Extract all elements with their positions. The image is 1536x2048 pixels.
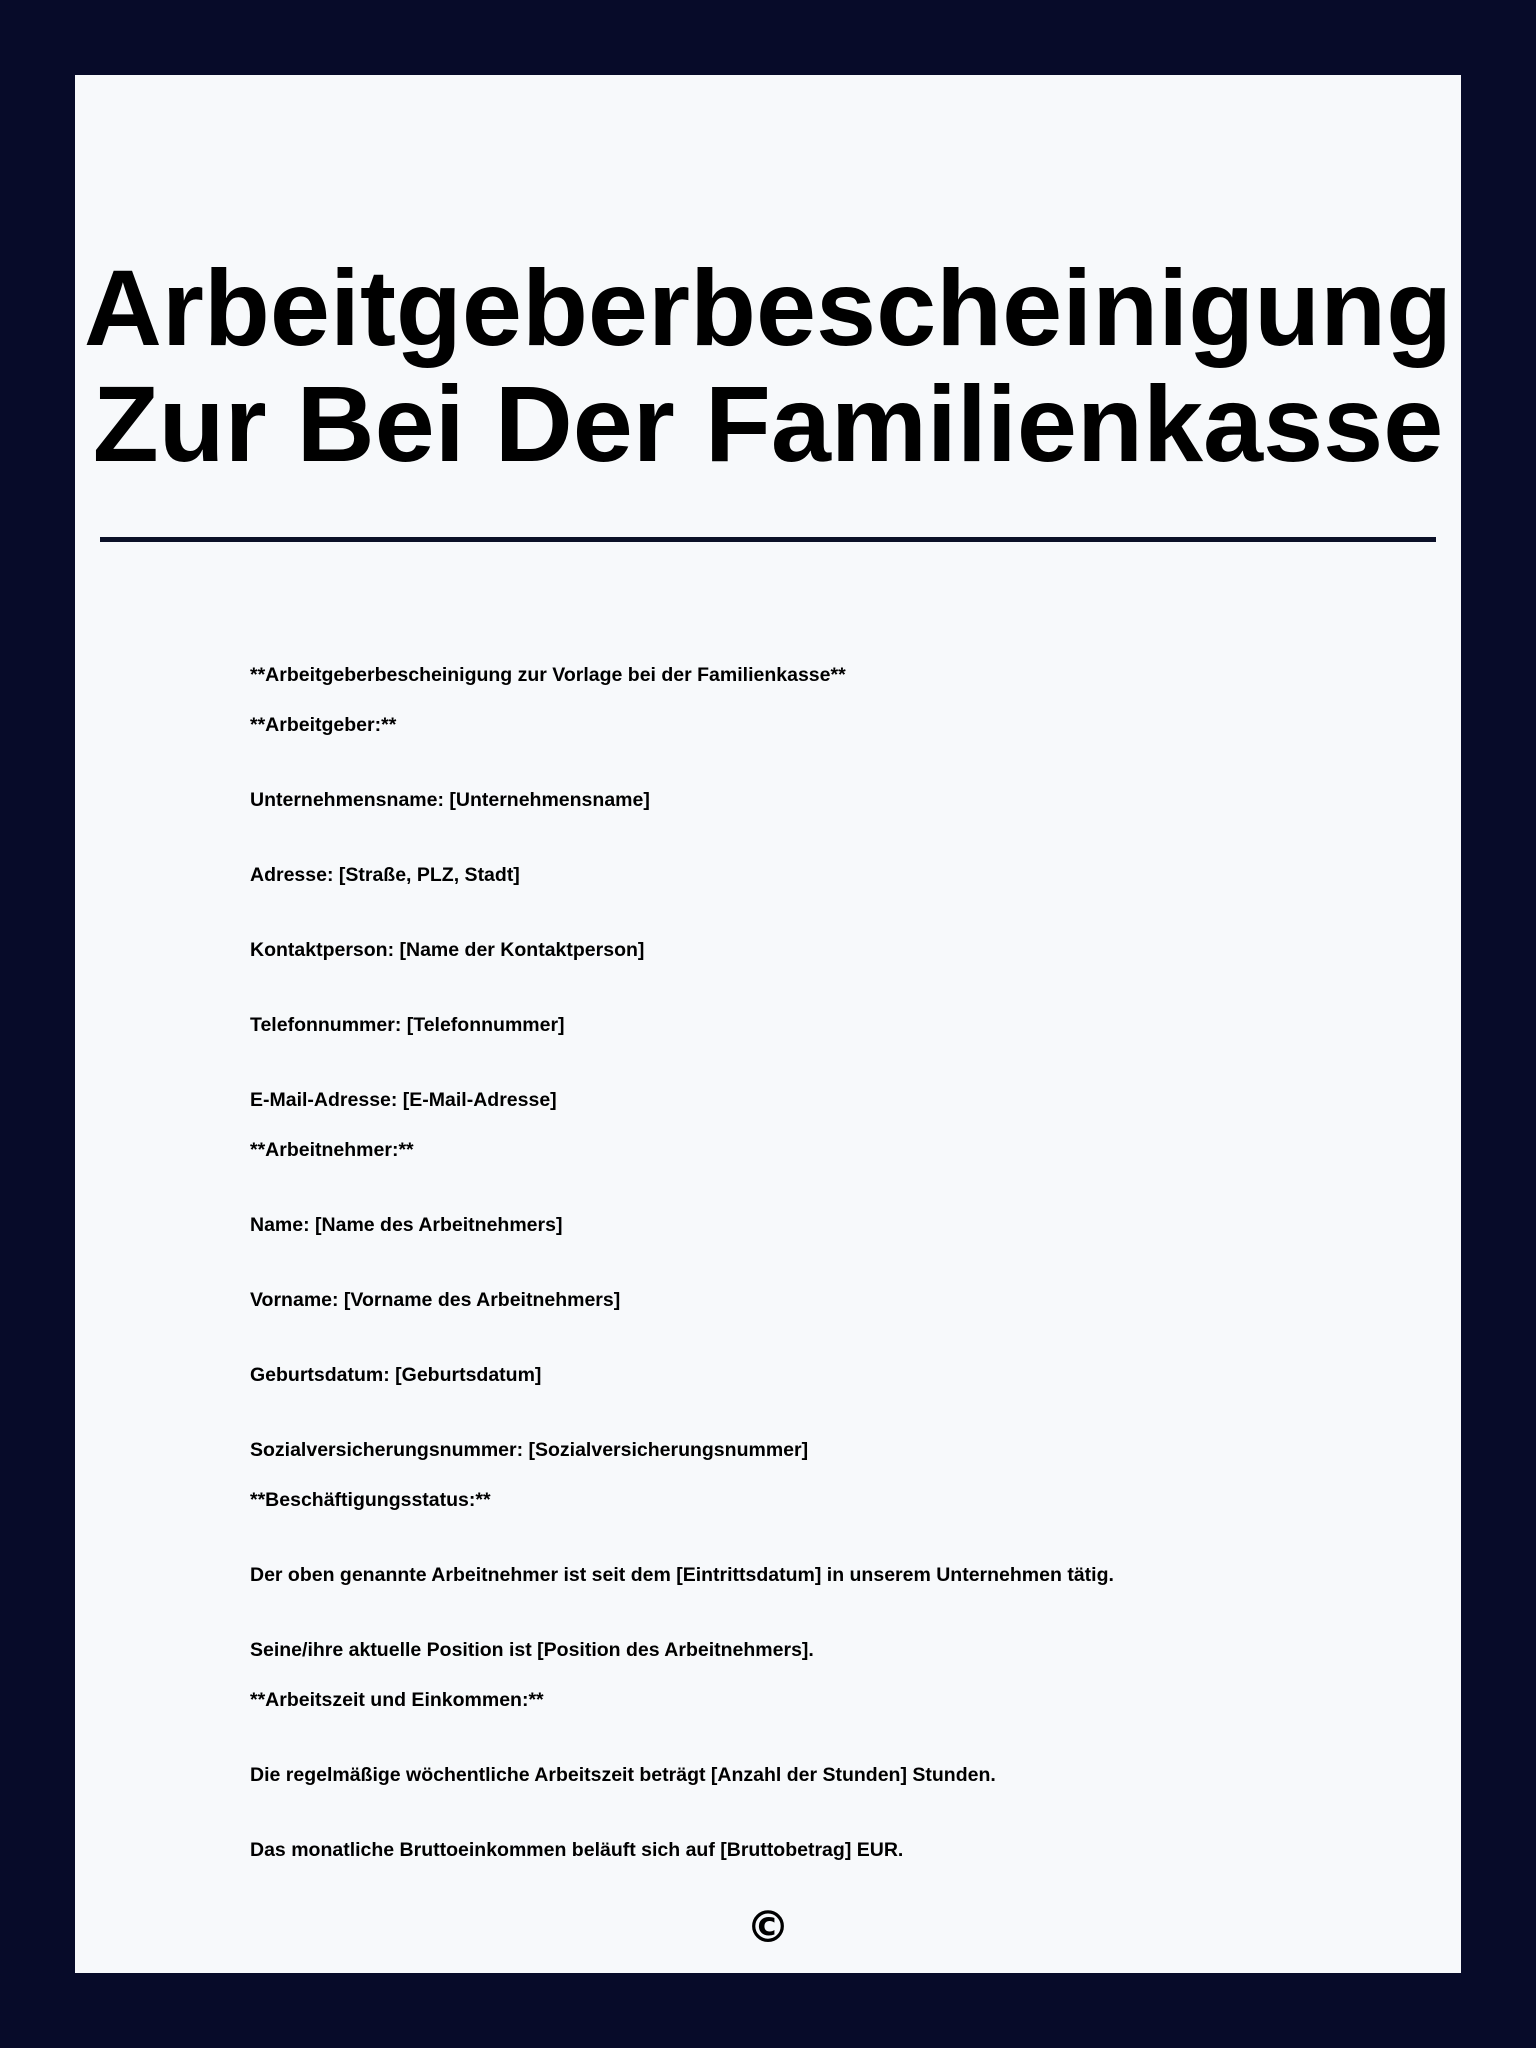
weekly-hours: Die regelmäßige wöchentliche Arbeitszeit beträgt [Anzahl der Stunden] Stunden. (250, 1764, 996, 1786)
employer-company-name: Unternehmensname: [Unternehmensname] (250, 789, 650, 811)
document-heading: **Arbeitgeberbescheinigung zur Vorlage bei der Familienkasse** (250, 664, 846, 686)
employer-email: E-Mail-Adresse: [E-Mail-Adresse] (250, 1089, 557, 1111)
employee-birth-date: Geburtsdatum: [Geburtsdatum] (250, 1364, 542, 1386)
employee-name: Name: [Name des Arbeitnehmers] (250, 1214, 563, 1236)
employment-status-section-label: **Beschäftigungsstatus:** (250, 1489, 491, 1511)
employee-section-label: **Arbeitnehmer:** (250, 1139, 414, 1161)
title-line-1: Arbeitgeberbescheinigung (83, 247, 1453, 368)
employment-position: Seine/ihre aktuelle Position ist [Position des Arbeitnehmers]. (250, 1639, 814, 1661)
copyright-icon: © (746, 1902, 790, 1953)
employee-first-name: Vorname: [Vorname des Arbeitnehmers] (250, 1289, 621, 1311)
document-title (75, 247, 1461, 484)
employer-address: Adresse: [Straße, PLZ, Stadt] (250, 864, 520, 886)
employer-phone: Telefonnummer: [Telefonnummer] (250, 1014, 565, 1036)
title-line-2: Zur Bei Der Familienkasse (92, 363, 1444, 484)
employment-since: Der oben genannte Arbeitnehmer ist seit dem [Eintrittsdatum] in unserem Unternehmen tätig. (250, 1564, 1114, 1586)
employee-social-security: Sozialversicherungsnummer: [Sozialversicherungsnummer] (250, 1439, 809, 1461)
title-divider (100, 537, 1436, 542)
employer-contact-person: Kontaktperson: [Name der Kontaktperson] (250, 939, 645, 961)
document-page (75, 75, 1461, 1973)
employer-section-label: **Arbeitgeber:** (250, 714, 397, 736)
monthly-income: Das monatliche Bruttoeinkommen beläuft sich auf [Bruttobetrag] EUR. (250, 1839, 904, 1861)
work-income-section-label: **Arbeitszeit und Einkommen:** (250, 1689, 544, 1711)
